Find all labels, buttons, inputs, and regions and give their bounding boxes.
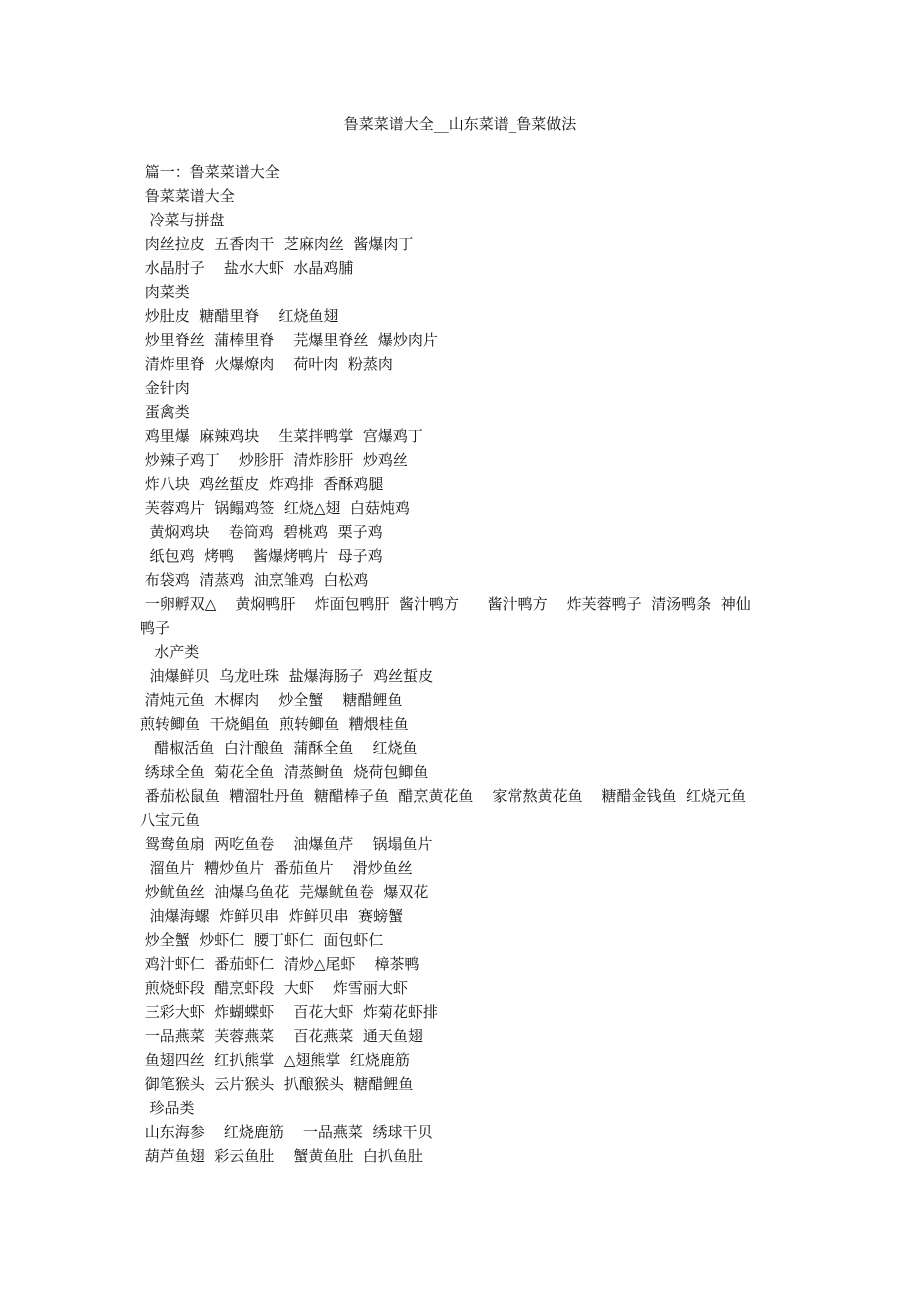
text-line: 篇一：鲁菜菜谱大全 [140,163,280,181]
text-line: 黄焖鸡块 卷筒鸡 碧桃鸡 栗子鸡 [140,523,383,541]
text-line: 芙蓉鸡片 锅鳎鸡签 红烧△翅 白菇炖鸡 [140,499,410,517]
text-line: 一卵孵双△ 黄焖鸭肝 炸面包鸭肝 酱汁鸭方 酱汁鸭方 炸芙蓉鸭子 清汤鸭条 神仙 [140,595,751,613]
text-line: 金针肉 [140,379,190,397]
text-line: 鸭子 [140,619,171,637]
text-line: 鲁菜菜谱大全 [140,187,235,205]
text-line: 鸡汁虾仁 番茄虾仁 清炒△尾虾 樟茶鸭 [140,955,420,973]
text-line: 三彩大虾 炸蝴蝶虾 百花大虾 炸菊花虾排 [140,1003,438,1021]
text-line: 鸳鸯鱼扇 两吃鱼卷 油爆鱼芹 锅塌鱼片 [140,835,433,853]
text-line: 清炸里脊 火爆燎肉 荷叶肉 粉蒸肉 [140,355,393,373]
text-line: 炒鱿鱼丝 油爆乌鱼花 芫爆鱿鱼卷 爆双花 [140,883,429,901]
text-line: 炒辣子鸡丁 炒胗肝 清炸胗肝 炒鸡丝 [140,451,408,469]
text-line: 水产类 [140,643,200,661]
text-line: 鸡里爆 麻辣鸡块 生菜拌鸭掌 宫爆鸡丁 [140,427,423,445]
text-line: 蛋禽类 [140,403,190,421]
text-line: 葫芦鱼翅 彩云鱼肚 蟹黄鱼肚 白扒鱼肚 [140,1147,423,1165]
text-line: 油爆海螺 炸鲜贝串 炸鲜贝串 赛螃蟹 [140,907,404,925]
text-line: 鱼翅四丝 红扒熊掌 △翅熊掌 红烧鹿筋 [140,1051,410,1069]
text-line: 布袋鸡 清蒸鸡 油烹雏鸡 白松鸡 [140,571,369,589]
text-line: 油爆鲜贝 乌龙吐珠 盐爆海肠子 鸡丝蜇皮 [140,667,434,685]
text-line: 醋椒活鱼 白汁酿鱼 蒲酥全鱼 红烧鱼 [140,739,418,757]
text-line: 御笔猴头 云片猴头 扒酿猴头 糖醋鲤鱼 [140,1075,414,1093]
text-line: 溜鱼片 糟炒鱼片 番茄鱼片 滑炒鱼丝 [140,859,413,877]
text-line: 水晶肘子 盐水大虾 水晶鸡脯 [140,259,354,277]
text-line: 炒里脊丝 蒲棒里脊 芫爆里脊丝 爆炒肉片 [140,331,438,349]
text-line: 肉丝拉皮 五香肉干 芝麻肉丝 酱爆肉丁 [140,235,414,253]
text-line: 煎转鲫鱼 干烧鲳鱼 煎转鲫鱼 糟煨桂鱼 [140,715,409,733]
document-title: 鲁菜菜谱大全__山东菜谱_鲁菜做法 [343,115,577,133]
text-line: 炒全蟹 炒虾仁 腰丁虾仁 面包虾仁 [140,931,384,949]
text-line: 绣球全鱼 菊花全鱼 清蒸鲥鱼 烧荷包鲫鱼 [140,763,429,781]
text-line: 一品燕菜 芙蓉燕菜 百花燕菜 通天鱼翅 [140,1027,423,1045]
text-line: 炸八块 鸡丝蜇皮 炸鸡排 香酥鸡腿 [140,475,384,493]
text-line: 冷菜与拼盘 [140,211,225,229]
text-line: 清炖元鱼 木樨肉 炒全蟹 糖醋鲤鱼 [140,691,403,709]
text-line: 煎烧虾段 醋烹虾段 大虾 炸雪丽大虾 [140,979,408,997]
text-line: 珍品类 [140,1099,195,1117]
text-line: 番茄松鼠鱼 糟溜牡丹鱼 糖醋棒子鱼 醋烹黄花鱼 家常熬黄花鱼 糖醋金钱鱼 红烧元鱼 [140,787,747,805]
text-line: 八宝元鱼 [140,811,201,829]
text-line: 纸包鸡 烤鸭 酱爆烤鸭片 母子鸡 [140,547,383,565]
text-line: 炒肚皮 糖醋里脊 红烧鱼翅 [140,307,339,325]
document-body [140,160,790,1168]
text-line: 山东海参 红烧鹿筋 一品燕菜 绣球干贝 [140,1123,433,1141]
text-line: 肉菜类 [140,283,190,301]
